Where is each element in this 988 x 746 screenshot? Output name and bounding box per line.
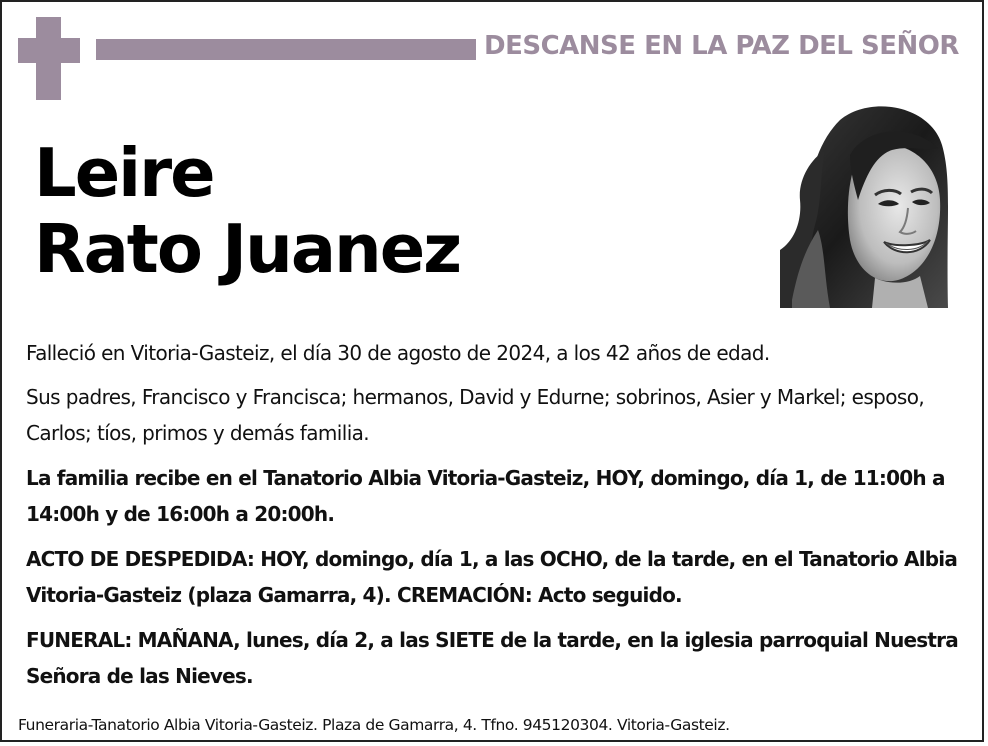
- portrait-photo: [780, 100, 948, 308]
- deceased-surnames: Rato Juanez: [34, 210, 461, 288]
- family-paragraph: Sus padres, Francisco y Francisca; hermanos, David y Edurne; sobrinos, Asier y Markel; esposo, Carlos; tíos, primos y demás familia.: [26, 385, 925, 445]
- farewell-paragraph: ACTO DE DESPEDIDA: HOY, domingo, día 1, a las OCHO, de la tarde, en el Tanatorio Albia Vitoria-Gasteiz (plaza Gamarra, 4). CREMACIÓN: Acto seguido.: [26, 547, 958, 607]
- header-decorative-bar: [96, 39, 476, 60]
- wake-paragraph: La familia recibe en el Tanatorio Albia Vitoria-Gasteiz, HOY, domingo, día 1, de 11:00h a 14:00h y de 16:00h a 20:00h.: [26, 466, 945, 526]
- funeral-home-footer: Funeraria-Tanatorio Albia Vitoria-Gasteiz. Plaza de Gamarra, 4. Tfno. 945120304. Vitoria-Gasteiz.: [18, 716, 730, 734]
- header-title: DESCANSE EN LA PAZ DEL SEÑOR: [484, 31, 959, 61]
- death-notice-paragraph: Falleció en Vitoria-Gasteiz, el día 30 de agosto de 2024, a los 42 años de edad.: [26, 341, 770, 365]
- portrait-icon: [780, 100, 948, 308]
- deceased-first-name: Leire: [34, 134, 214, 212]
- funeral-paragraph: FUNERAL: MAÑANA, lunes, día 2, a las SIETE de la tarde, en la iglesia parroquial Nuestra Señora de las Nieves.: [26, 628, 958, 688]
- cross-horizontal-bar: [18, 38, 80, 63]
